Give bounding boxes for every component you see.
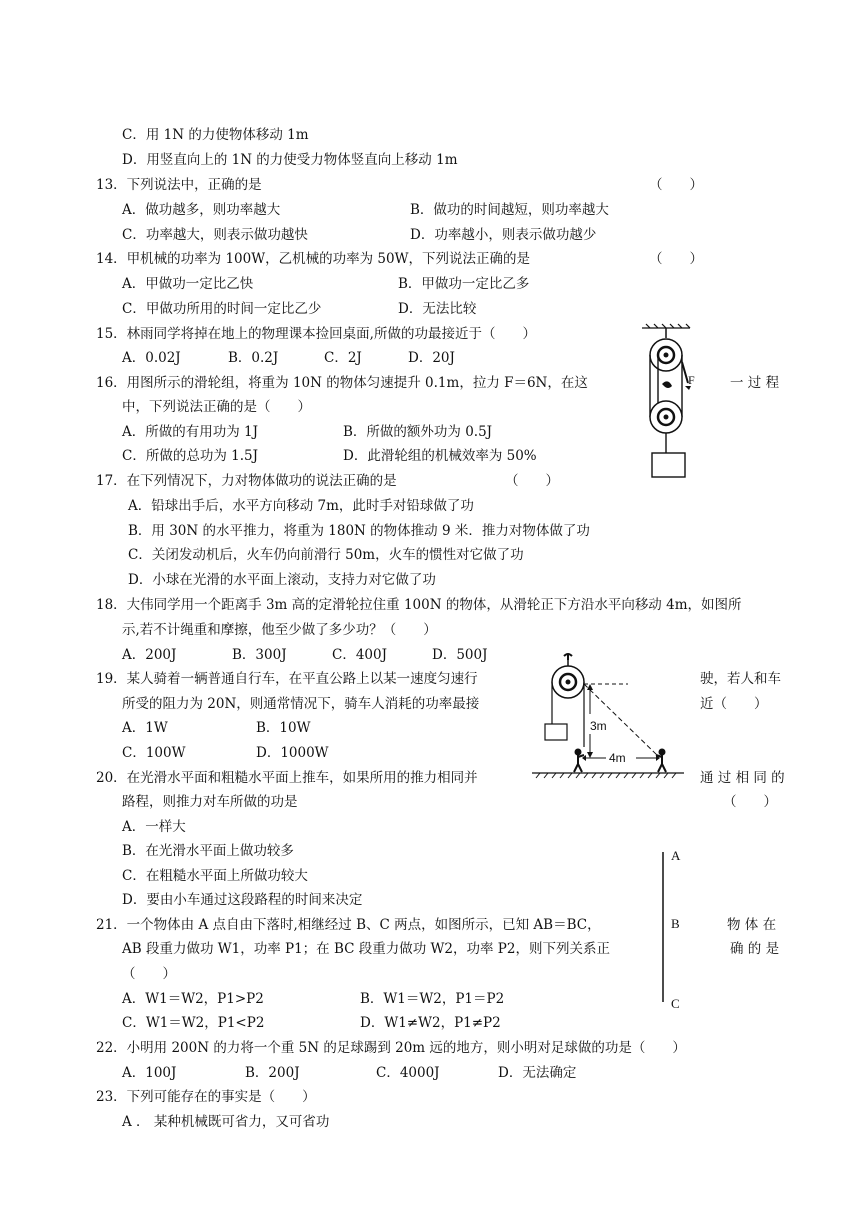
point-a-label: A xyxy=(671,848,681,863)
text-line: A．甲做功一定比乙快 xyxy=(122,276,254,292)
text-line: 确 的 是 xyxy=(730,941,780,957)
text-line: B．所做的额外功为 0.5J xyxy=(343,424,493,440)
text-line: 20．在光滑水平面和粗糙水平面上推车，如果所用的推力相同并 xyxy=(96,770,478,786)
text-line: A．200J xyxy=(122,647,177,663)
height-label: 3m xyxy=(590,719,607,733)
text-line: D．用竖直向上的 1N 的力使受力物体竖直向上移动 1m xyxy=(122,152,458,168)
point-c-label: C xyxy=(671,996,680,1011)
point-b-label: B xyxy=(671,916,680,931)
text-line: D．无法确定 xyxy=(498,1065,577,1081)
text-line: A．0.02J xyxy=(122,350,181,366)
text-line: （ ） xyxy=(122,966,176,982)
fixed-pulley-figure xyxy=(528,652,688,782)
text-line: （ ） xyxy=(505,473,559,489)
text-line: A．W1＝W2，P1>P2 xyxy=(122,991,264,1007)
load-block xyxy=(652,453,685,477)
text-line: 驶，若人和车 xyxy=(700,671,781,687)
text-line: 23．下列可能存在的事实是（ ） xyxy=(96,1089,316,1105)
text-line: AB 段重力做功 W1，功率 P1；在 BC 段重力做功 W2，功率 P2，则下列关系正 xyxy=(122,941,610,957)
text-line: 16．用图所示的滑轮组，将重为 10N 的物体匀速提升 0.1m，拉力 F＝6N，在这 xyxy=(96,375,588,391)
free-fall-figure xyxy=(655,848,695,1013)
text-line: D．此滑轮组的机械效率为 50% xyxy=(343,448,537,464)
text-line: D．1000W xyxy=(256,745,329,761)
text-line: A．做功越多，则功率越大 xyxy=(122,202,281,218)
text-line: 物 体 在 xyxy=(727,917,777,933)
text-line: 示,若不计绳重和摩擦，他至少做了多少功？（ ） xyxy=(122,622,437,638)
pulley-system-figure xyxy=(628,322,708,482)
text-line: C．400J xyxy=(332,647,388,663)
text-line: B．10W xyxy=(256,720,311,736)
text-line: A．一样大 xyxy=(122,819,186,835)
text-line: B．W1＝W2，P1＝P2 xyxy=(360,991,505,1007)
ceiling-hatch xyxy=(642,324,690,328)
text-line: 15．林雨同学将掉在地上的物理课本捡回桌面,所做的功最接近于（ ） xyxy=(96,326,536,342)
text-line: C．W1＝W2，P1<P2 xyxy=(122,1015,265,1031)
text-line: C．用 1N 的力使物体移动 1m xyxy=(122,127,309,143)
text-line: 所受的阻力为 20N，则通常情况下，骑车人消耗的功率最接 xyxy=(122,696,480,712)
text-line: （ ） xyxy=(649,177,703,193)
text-line: D．W1≠W2，P1≠P2 xyxy=(360,1015,501,1031)
text-line: （ ） xyxy=(723,794,777,810)
text-line: 路程，则推力对车所做的功是 xyxy=(122,794,298,810)
text-line: B．甲做功一定比乙多 xyxy=(398,276,530,292)
text-line: C．功率越大，则表示做功越快 xyxy=(122,227,308,243)
text-line: B．在光滑水平面上做功较多 xyxy=(122,843,294,859)
person-left xyxy=(574,750,584,773)
text-line: C．所做的总功为 1.5J xyxy=(122,448,259,464)
text-line: 近（ ） xyxy=(700,696,768,712)
distance-label: 4m xyxy=(609,751,626,765)
text-line: 21．一个物体由 A 点自由下落时,相继经过 B、C 两点，如图所示，已知 AB＝BC， xyxy=(96,917,601,933)
text-line: A．铅球出手后，水平方向移动 7m，此时手对铅球做了功 xyxy=(128,498,474,514)
text-line: 13．下列说法中，正确的是 xyxy=(96,177,262,193)
text-line: B．做功的时间越短，则功率越大 xyxy=(410,202,609,218)
text-line: B．300J xyxy=(232,647,287,663)
text-line: D．500J xyxy=(432,647,488,663)
text-line: A ． 某种机械既可省力，又可省功 xyxy=(122,1114,330,1130)
text-line: 一 过 程 xyxy=(730,375,780,391)
text-line: C．甲做功所用的时间一定比乙少 xyxy=(122,301,322,317)
movable-pulley xyxy=(650,401,682,433)
text-line: A．1W xyxy=(122,720,168,736)
text-line: C．100W xyxy=(122,745,186,761)
fixed-pulley xyxy=(650,339,682,371)
text-line: A．所做的有用功为 1J xyxy=(122,424,259,440)
text-line: 14．甲机械的功率为 100W，乙机械的功率为 50W，下列说法正确的是 xyxy=(96,251,530,267)
text-line: D．无法比较 xyxy=(398,301,477,317)
force-label: F xyxy=(688,373,695,387)
text-line: 中，下列说法正确的是（ ） xyxy=(122,399,311,415)
text-line: B．用 30N 的水平推力，将重为 180N 的物体推动 9 米．推力对物体做了功 xyxy=(128,523,590,539)
text-line: 18．大伟同学用一个距离手 3m 高的定滑轮拉住重 100N 的物体，从滑轮正下方沿水平向移动 4m，如图所 xyxy=(96,597,742,613)
text-line: 17．在下列情况下，力对物体做功的说法正确的是 xyxy=(96,473,397,489)
text-line: B．0.2J xyxy=(228,350,279,366)
text-line: D．小球在光滑的水平面上滚动，支持力对它做了功 xyxy=(128,572,436,588)
text-line: 22．小明用 200N 的力将一个重 5N 的足球踢到 20m 远的地方，则小明对足球做的功是（ ） xyxy=(96,1040,686,1056)
text-line: 通 过 相 同 的 xyxy=(700,770,785,786)
text-line: A．100J xyxy=(122,1065,177,1081)
hanging-weight xyxy=(545,724,567,740)
text-line: D．20J xyxy=(408,350,455,366)
text-line: （ ） xyxy=(649,251,703,267)
text-line: D．功率越小，则表示做功越少 xyxy=(410,227,597,243)
text-line: B．200J xyxy=(245,1065,300,1081)
text-line: C．在粗糙水平面上所做功较大 xyxy=(122,868,308,884)
text-line: C．关闭发动机后，火车仍向前滑行 50m，火车的惯性对它做了功 xyxy=(128,547,524,563)
text-line: 19．某人骑着一辆普通自行车，在平直公路上以某一速度匀速行 xyxy=(96,671,478,687)
text-line: D．要由小车通过这段路程的时间来决定 xyxy=(122,892,363,908)
text-line: C．4000J xyxy=(376,1065,440,1081)
person-right xyxy=(656,750,666,773)
text-line: C．2J xyxy=(324,350,362,366)
